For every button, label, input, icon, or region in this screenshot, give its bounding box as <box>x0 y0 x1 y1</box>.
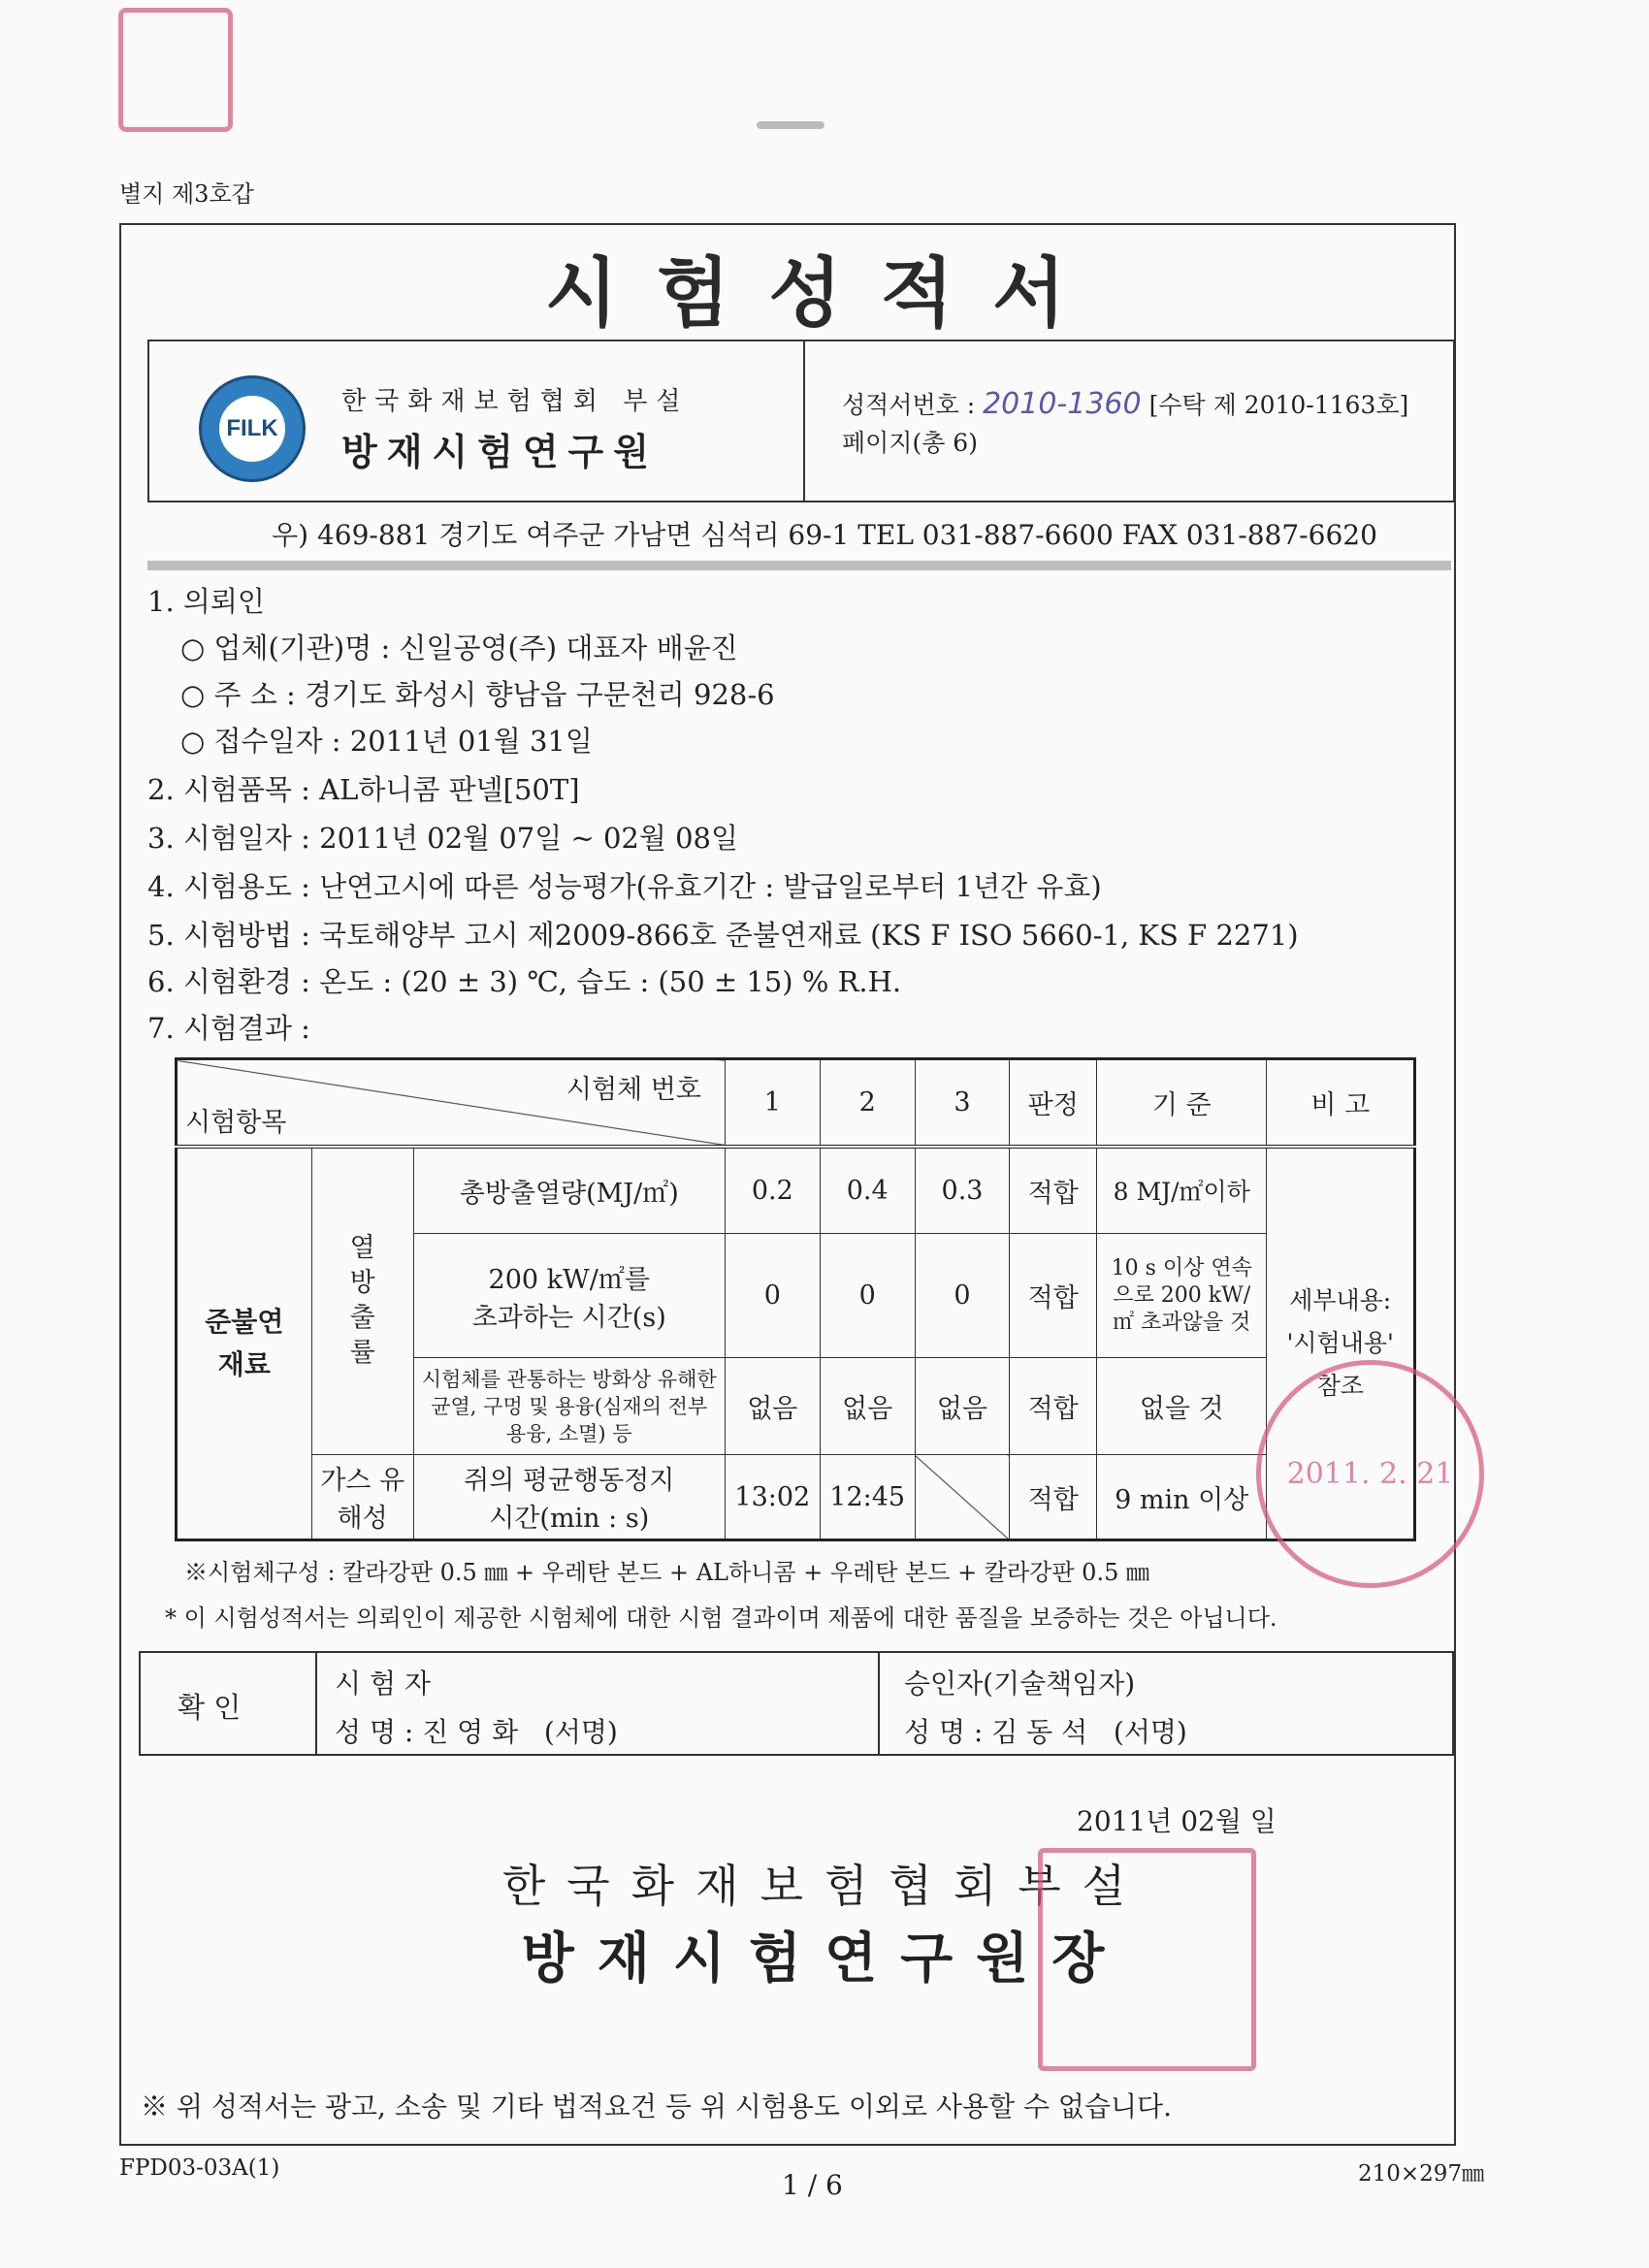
row-1-item: 총방출열량(MJ/㎡) <box>413 1147 725 1234</box>
row-2-v3: 0 <box>915 1234 1010 1358</box>
tester-name: 성 명 : 진 영 화 (서명) <box>335 1716 618 1748</box>
gas-group-cell: 가스 유해성 <box>311 1455 413 1540</box>
filk-logo-icon: FILK <box>199 375 306 482</box>
remark-cell: 세부내용: '시험내용' 참조 <box>1267 1147 1415 1540</box>
diagonal-header-cell: 시험체 번호 시험항목 <box>177 1059 726 1147</box>
section-1b: ○ 주 소 : 경기도 화성시 향남읍 구문천리 928-6 <box>180 678 775 711</box>
section-7: 7. 시험결과 : <box>147 1012 310 1045</box>
results-table <box>175 1057 1416 1541</box>
header-divider <box>803 340 805 501</box>
section-1a: ○ 업체(기관)명 : 신일공영(주) 대표자 배윤진 <box>180 632 738 664</box>
form-code: FPD03-03A(1) <box>119 2155 280 2181</box>
row-3-item: 시험체를 관통하는 방화상 유해한 균열, 구멍 및 용융(심재의 전부 용융, 소멸) 등 <box>413 1358 725 1455</box>
date-stamp: 2011. 2. 21 <box>1256 1360 1484 1588</box>
section-2: 2. 시험품목 : AL하니콤 판넬[50T] <box>147 773 580 806</box>
judge-header: 판정 <box>1010 1059 1097 1147</box>
disclaimer-note: * 이 시험성적서는 의뢰인이 제공한 시험체에 대한 시험 결과이며 제품에 대한 품질을 보증하는 것은 아닙니다. <box>165 1604 1277 1632</box>
heat-group-cell: 열 방 출 률 <box>311 1147 413 1455</box>
row-2-v2: 0 <box>820 1234 915 1358</box>
punch-mark <box>757 121 824 129</box>
form-label: 별지 제3호갑 <box>119 180 254 208</box>
row-4-item: 쥐의 평균행동정지 시간(min : s) <box>413 1455 725 1540</box>
col-1-header: 1 <box>725 1059 820 1147</box>
col-3-header: 3 <box>915 1059 1010 1147</box>
page-count: 페이지(총 6) <box>842 429 978 457</box>
address-line: 우) 469-881 경기도 여주군 가남면 심석리 69-1 TEL 031-887-6600 FAX 031-887-6620 <box>272 519 1377 551</box>
row-3-v3: 없음 <box>915 1358 1010 1455</box>
row-3-v1: 없음 <box>725 1358 820 1455</box>
section-6: 6. 시험환경 : 온도 : (20 ± 3) ℃, 습도 : (50 ± 15) % R.H. <box>147 965 902 998</box>
note-header: 비 고 <box>1267 1059 1415 1147</box>
section-3: 3. 시험일자 : 2011년 02월 07일 ~ 02월 08일 <box>147 822 739 855</box>
approver-name: 성 명 : 김 동 석 (서명) <box>904 1716 1187 1748</box>
issuer-org: 한국화재보험협회부설 <box>501 1860 1148 1912</box>
row-4-judge: 적합 <box>1010 1455 1097 1540</box>
row-2-item: 200 kW/㎡를 초과하는 시간(s) <box>413 1234 725 1358</box>
tester-signature: (서명) <box>543 1716 618 1748</box>
divider-bar <box>147 561 1451 570</box>
section-5: 5. 시험방법 : 국토해양부 고시 제2009-866호 준불연재료 (KS F ISO 5660-1, KS F 2271) <box>147 919 1299 952</box>
col-2-header: 2 <box>820 1059 915 1147</box>
composition-note: ※시험체구성 : 칼라강판 0.5 ㎜ + 우레탄 본드 + AL하니콤 + 우레탄 본드 + 칼라강판 0.5 ㎜ <box>184 1559 1149 1586</box>
org-name: 방재시험연구원 <box>341 430 659 473</box>
issue-date: 2011년 02월 일 <box>1077 1805 1277 1837</box>
row-3-v2: 없음 <box>820 1358 915 1455</box>
red-seal-top <box>118 8 233 132</box>
confirmation-divider-2 <box>878 1651 880 1754</box>
tester-title: 시 험 자 <box>335 1668 431 1700</box>
confirmation-divider-1 <box>315 1651 317 1754</box>
section-1c: ○ 접수일자 : 2011년 01월 31일 <box>180 725 593 758</box>
standard-header: 기 준 <box>1097 1059 1267 1147</box>
row-4-std: 9 min 이상 <box>1097 1455 1267 1540</box>
row-1-judge: 적합 <box>1010 1147 1097 1234</box>
row-4-v3-slashed <box>915 1455 1010 1540</box>
document-title: 시험성적서 <box>544 249 1105 338</box>
official-seal <box>1038 1848 1256 2071</box>
page-number: 1 / 6 <box>782 2169 843 2201</box>
row-4-v1: 13:02 <box>725 1455 820 1540</box>
row-3-judge: 적합 <box>1010 1358 1097 1455</box>
row-1-v3: 0.3 <box>915 1147 1010 1234</box>
paper-size: 210×297㎜ <box>1358 2161 1485 2187</box>
approver-title: 승인자(기술책임자) <box>904 1668 1136 1700</box>
row-1-std: 8 MJ/㎡이하 <box>1097 1147 1267 1234</box>
usage-disclaimer: ※ 위 성적서는 광고, 소송 및 기타 법적요건 등 위 시험용도 이외로 사용할 수 없습니다. <box>141 2090 1172 2122</box>
approver-signature: (서명) <box>1113 1716 1187 1748</box>
row-1-v1: 0.2 <box>725 1147 820 1234</box>
header-box <box>147 340 1455 502</box>
row-3-std: 없을 것 <box>1097 1358 1267 1455</box>
row-4-v2: 12:45 <box>820 1455 915 1540</box>
row-2-judge: 적합 <box>1010 1234 1097 1358</box>
confirm-label: 확 인 <box>178 1691 242 1724</box>
report-number: 성적서번호 : 2010-1360 [수탁 제 2010-1163호] <box>842 387 1409 421</box>
row-2-v1: 0 <box>725 1234 820 1358</box>
section-1: 1. 의뢰인 <box>147 585 265 618</box>
category-cell: 준불연 재료 <box>177 1147 312 1540</box>
issuer-director: 방재시험연구원장 <box>521 1927 1128 1991</box>
org-subtitle: 한국화재보험협회 부설 <box>341 387 690 416</box>
report-number-value: 2010-1360 <box>983 387 1142 421</box>
row-2-std: 10 s 이상 연속으로 200 kW/㎡ 초과않을 것 <box>1097 1234 1267 1358</box>
row-1-v2: 0.4 <box>820 1147 915 1234</box>
section-4: 4. 시험용도 : 난연고시에 따른 성능평가(유효기간 : 발급일로부터 1년간 유효) <box>147 870 1102 903</box>
